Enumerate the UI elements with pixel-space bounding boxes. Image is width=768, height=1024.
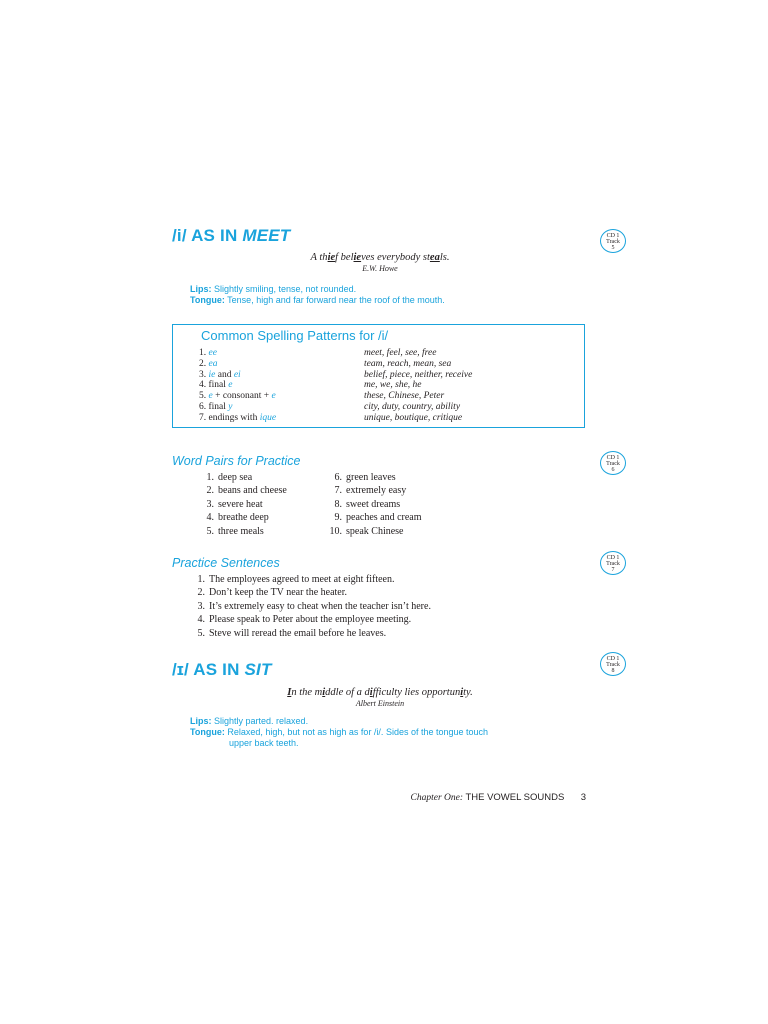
cd-track-icon	[600, 551, 626, 575]
keyword: SIT	[244, 660, 272, 679]
track-number: 5	[611, 245, 615, 252]
quote-sit	[172, 686, 588, 709]
pattern-row: 6. final y city, duty, country, ability	[199, 401, 461, 412]
cd-label: CD 1	[606, 455, 620, 461]
articulation-sit	[190, 716, 488, 749]
practice-sentences-heading: Practice Sentences	[172, 556, 280, 570]
pattern-row: 5. e + consonant + e these, Chinese, Peter	[199, 391, 445, 402]
section-heading-meet	[172, 226, 290, 246]
as-in-label: AS IN	[191, 226, 238, 245]
tongue-text-continued: upper back teeth.	[229, 738, 299, 748]
section-heading-sit	[172, 660, 272, 680]
keyword: MEET	[242, 226, 291, 245]
pattern-row: 3. ie and ei belief, piece, neither, receive	[199, 369, 473, 380]
pattern-row: 7. endings with ique unique, boutique, critique	[199, 412, 463, 423]
list-item: 2. beans and cheese 7. extremely easy	[206, 485, 407, 497]
cd-label: CD 1	[606, 233, 620, 239]
quote-text: In the middle of a difficulty lies opportunity.	[287, 687, 473, 698]
list-item: 5. Steve will reread the email before he leaves.	[197, 627, 387, 639]
track-label: Track	[606, 239, 620, 246]
pattern-row: 2. ea team, reach, mean, sea	[199, 358, 452, 369]
phoneme-symbol: /i/	[172, 226, 187, 245]
list-item: 3. It’s extremely easy to cheat when the teacher isn’t here.	[197, 600, 431, 612]
track-label: Track	[606, 461, 620, 468]
cd-track-icon	[600, 652, 626, 676]
articulation-meet	[190, 284, 445, 306]
chapter-label: Chapter One:	[410, 793, 464, 803]
practice-sentences-list	[192, 573, 431, 640]
lips-label: Lips:	[190, 716, 212, 726]
list-item: 4. Please speak to Peter about the employee meeting.	[197, 614, 412, 626]
track-number: 6	[611, 467, 615, 474]
pattern-row: 4. final e me, we, she, he	[199, 380, 422, 391]
cd-track-icon	[600, 451, 626, 475]
page-footer	[411, 792, 586, 803]
list-item: 4. breathe deep 9. peaches and cream	[206, 512, 422, 524]
track-label: Track	[606, 561, 620, 568]
cd-label: CD 1	[606, 555, 620, 561]
quote-text: A thief believes everybody steals.	[310, 252, 450, 263]
tongue-text: Tense, high and far forward near the roof of the mouth.	[227, 295, 445, 305]
track-number: 8	[611, 668, 615, 675]
list-item: 2. Don’t keep the TV near the heater.	[197, 587, 348, 599]
list-item: 3. severe heat 8. sweet dreams	[206, 498, 401, 510]
quote-author: Albert Einstein	[355, 699, 405, 708]
lips-text: Slightly parted. relaxed.	[214, 716, 309, 726]
cd-track-icon	[600, 229, 626, 253]
list-item: 1. deep sea 6. green leaves	[206, 472, 396, 483]
chapter-title: THE VOWEL SOUNDS	[465, 792, 565, 803]
as-in-label: AS IN	[193, 660, 240, 679]
track-number: 7	[611, 567, 615, 574]
spelling-patterns-box	[172, 324, 585, 428]
word-pairs-list	[192, 471, 422, 538]
tongue-text: Relaxed, high, but not as high as for /i/. Sides of the tongue touch	[227, 727, 489, 737]
quote-author: E.W. Howe	[362, 264, 398, 273]
phoneme-symbol: /ɪ/	[172, 660, 189, 679]
tongue-label: Tongue:	[190, 727, 225, 737]
lips-text: Slightly smiling, tense, not rounded.	[214, 284, 357, 294]
word-pairs-heading: Word Pairs for Practice	[172, 454, 301, 468]
list-item: 1. The employees agreed to meet at eight fifteen.	[197, 574, 395, 585]
tongue-label: Tongue:	[190, 295, 225, 305]
quote-meet	[172, 251, 588, 274]
pattern-row: 1. ee meet, feel, see, free	[199, 348, 437, 358]
spelling-patterns-list	[199, 348, 472, 424]
page-number: 3	[580, 792, 586, 803]
cd-label: CD 1	[606, 656, 620, 662]
list-item: 5. three meals 10. speak Chinese	[206, 525, 404, 537]
track-label: Track	[606, 662, 620, 669]
spelling-patterns-title: Common Spelling Patterns for /i/	[201, 328, 389, 343]
lips-label: Lips:	[190, 284, 212, 294]
